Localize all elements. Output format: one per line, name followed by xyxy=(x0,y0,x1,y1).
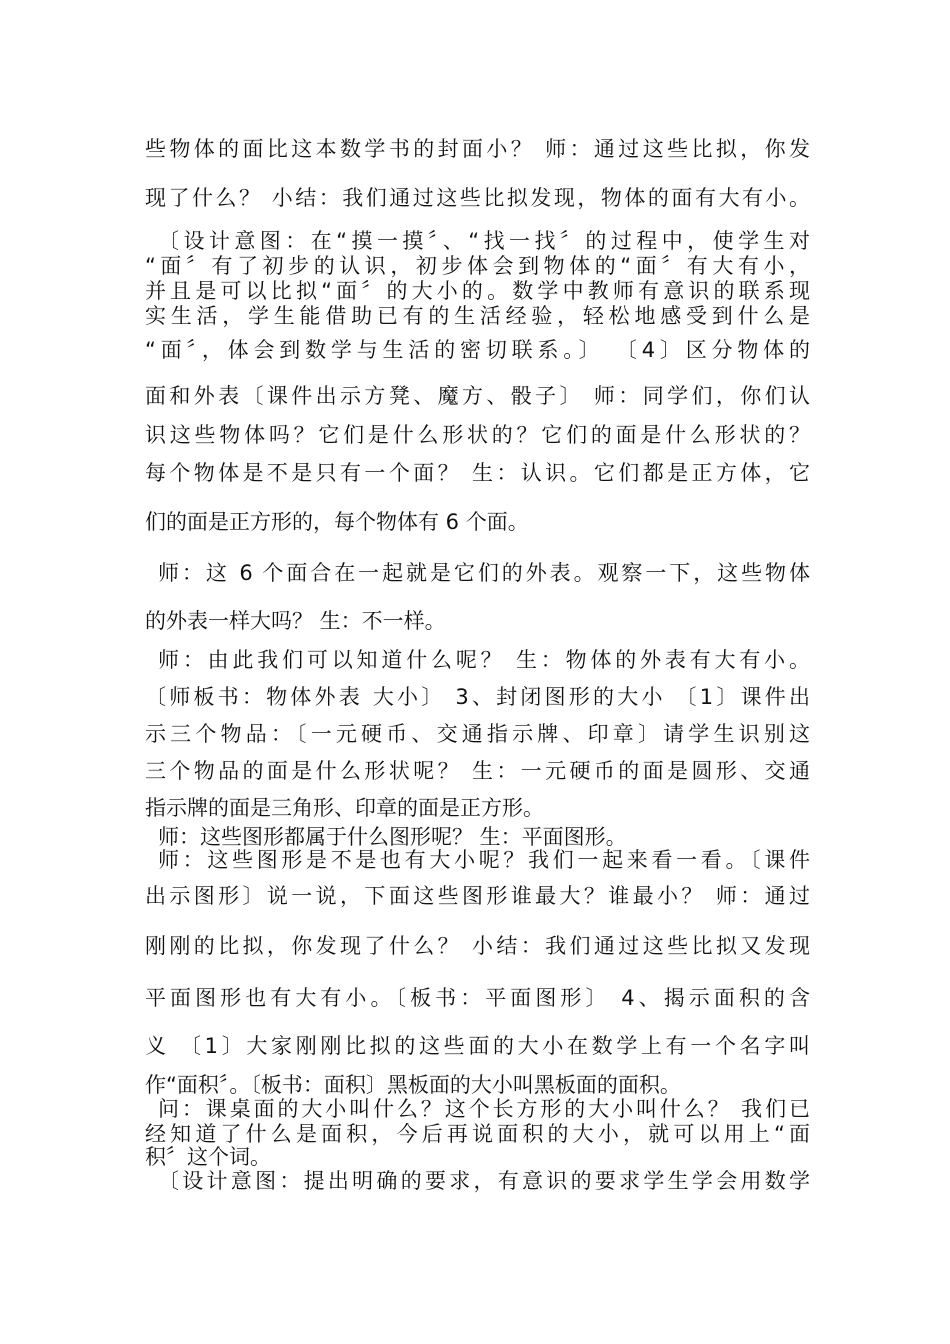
text-line: 指示牌的面是三角形、印章的面是正方形。 xyxy=(145,796,544,820)
text-line: 刚刚的比拟，你发现了什么？ 小结：我们通过这些比拟又发现 xyxy=(145,934,810,958)
text-line: 经知道了什么是面积，今后再说面积的大小，就可以用上“面 xyxy=(145,1122,810,1146)
text-line: 三个物品的面是什么形状呢？ 生：一元硬币的面是圆形、交通 xyxy=(145,759,810,783)
text-line: “面〞有了初步的认识，初步体会到物体的“面〞有大有小， xyxy=(145,254,810,278)
text-line: 面和外表〔课件出示方凳、魔方、骰子〕 师：同学们，你们认 xyxy=(145,384,810,408)
text-line: 问：课桌面的大小叫什么？这个长方形的大小叫什么？ 我们已 xyxy=(158,1097,810,1121)
text-line: 〔设计意图：提出明确的要求，有意识的要求学生学会用数学 xyxy=(158,1169,810,1193)
text-line: 师：这些图形都属于什么图形呢？ 生：平面图形。 xyxy=(158,825,627,849)
text-line: 的外表一样大吗？ 生：不一样。 xyxy=(145,609,446,633)
text-line: 并且是可以比拟“面〞的大小的。数学中教师有意识的联系现 xyxy=(145,279,810,303)
text-line: 师：这 6 个面合在一起就是它们的外表。观察一下，这些物体 xyxy=(158,561,810,585)
text-line: 们的面是正方形的，每个物体有 6 个面。 xyxy=(145,510,529,534)
text-line: 些物体的面比这本数学书的封面小？ 师：通过这些比拟，你发 xyxy=(145,137,810,161)
text-line: 师：由此我们可以知道什么呢？ 生：物体的外表有大有小。 xyxy=(158,648,810,672)
text-line: 实生活，学生能借助已有的生活经验，轻松地感受到什么是 xyxy=(145,304,810,328)
text-line: 平面图形也有大有小。〔板书：平面图形〕 4、揭示面积的含 xyxy=(145,986,810,1010)
text-line: 师：这些图形是不是也有大小呢？我们一起来看一看。〔课件 xyxy=(158,848,810,872)
text-line: 作“面积〞。〔板书：面积〕黑板面的大小叫黑板面的面积。 xyxy=(145,1073,681,1097)
text-line: “面〞，体会到数学与生活的密切联系。〕 〔4〕区分物体的 xyxy=(145,338,810,362)
text-line: 积〞这个词。 xyxy=(145,1145,271,1169)
text-line: 出示图形〕说一说，下面这些图形谁最大？谁最小？ 师：通过 xyxy=(145,884,810,908)
text-line: 〔师板书：物体外表 大小〕 3、封闭图形的大小 〔1〕课件出 xyxy=(145,685,810,709)
text-line: 示三个物品：〔一元硬币、交通指示牌、印章〕请学生识别这 xyxy=(145,722,810,746)
text-line: 每个物体是不是只有一个面？ 生：认识。它们都是正方体，它 xyxy=(145,461,810,485)
text-line: 现了什么？ 小结：我们通过这些比拟发现，物体的面有大有小。 xyxy=(145,186,810,210)
text-line: 义 〔1〕大家刚刚比拟的这些面的大小在数学上有一个名字叫 xyxy=(145,1034,810,1058)
text-line: 识这些物体吗？它们是什么形状的？它们的面是什么形状的？ xyxy=(145,423,810,447)
text-line: 〔设计意图：在“摸一摸〞、“找一找〞的过程中，使学生对 xyxy=(158,229,810,253)
